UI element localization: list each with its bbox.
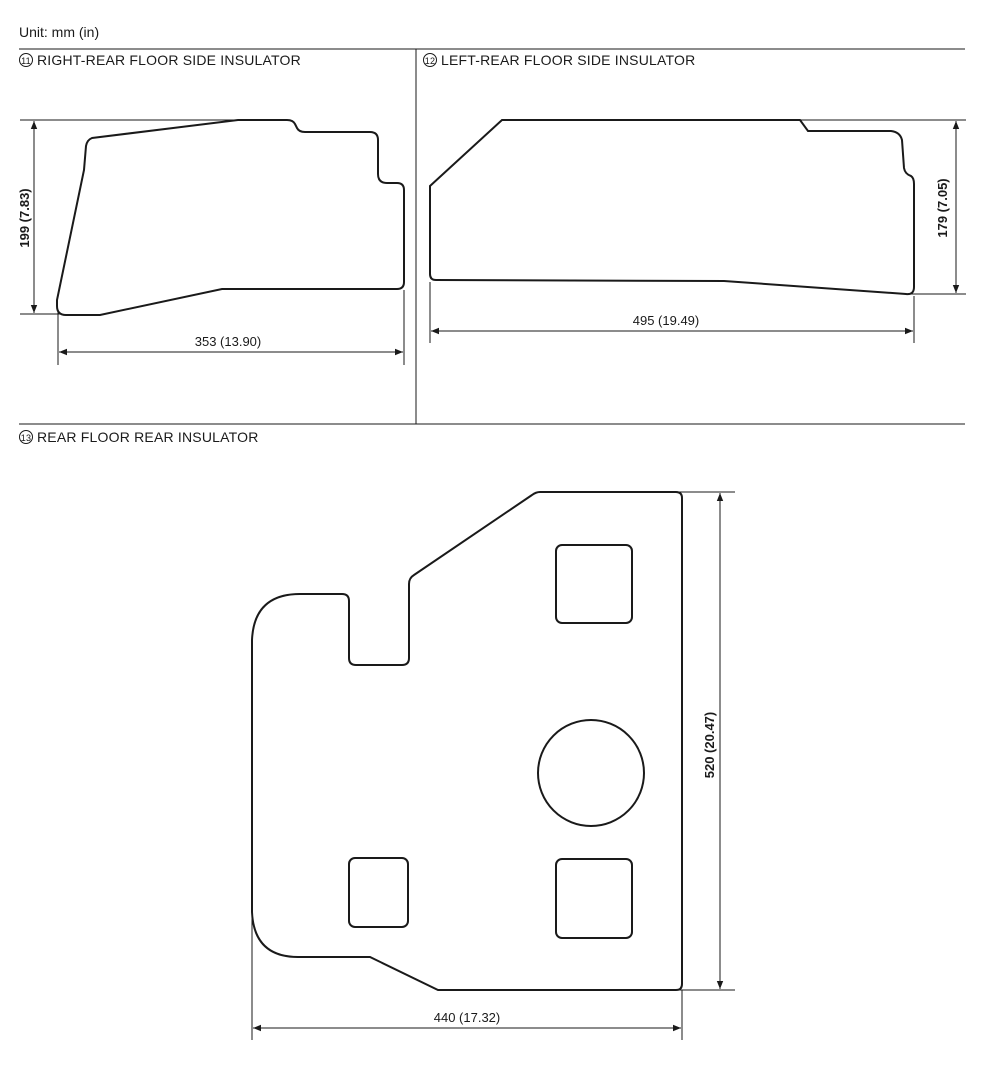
dim-11-width-label: 353 (13.90) bbox=[194, 334, 262, 349]
dim-13-width-label: 440 (17.32) bbox=[433, 1010, 501, 1025]
panel-12-title-text: LEFT-REAR FLOOR SIDE INSULATOR bbox=[441, 52, 696, 68]
panel-11-number: 11 bbox=[19, 53, 33, 67]
dim-11-width bbox=[58, 290, 404, 365]
dim-11-height bbox=[20, 120, 236, 314]
panel-12-drawing bbox=[430, 120, 966, 343]
cutout-square-bottom-left bbox=[349, 858, 408, 927]
dim-11-height-label: 199 (7.83) bbox=[17, 188, 32, 248]
cutout-square-bottom-right bbox=[556, 859, 632, 938]
insulator-13-outline bbox=[252, 492, 682, 990]
dim-13-height-label: 520 (20.47) bbox=[702, 711, 717, 779]
panel-11-drawing bbox=[17, 120, 404, 365]
panel-frame bbox=[19, 49, 965, 424]
unit-note: Unit: mm (in) bbox=[19, 24, 100, 40]
dim-12-width-label: 495 (19.49) bbox=[632, 313, 700, 328]
dim-12-height-label: 179 (7.05) bbox=[935, 178, 950, 238]
panel-13-title-text: REAR FLOOR REAR INSULATOR bbox=[37, 429, 259, 445]
panel-11-title-text: RIGHT-REAR FLOOR SIDE INSULATOR bbox=[37, 52, 301, 68]
insulator-11-outline bbox=[57, 120, 404, 315]
panel-12-number: 12 bbox=[423, 53, 437, 67]
cutout-circle bbox=[538, 720, 644, 826]
panel-13-number: 13 bbox=[19, 430, 33, 444]
cutout-square-top bbox=[556, 545, 632, 623]
insulator-12-outline bbox=[430, 120, 914, 294]
panel-13-drawing bbox=[252, 492, 735, 1040]
